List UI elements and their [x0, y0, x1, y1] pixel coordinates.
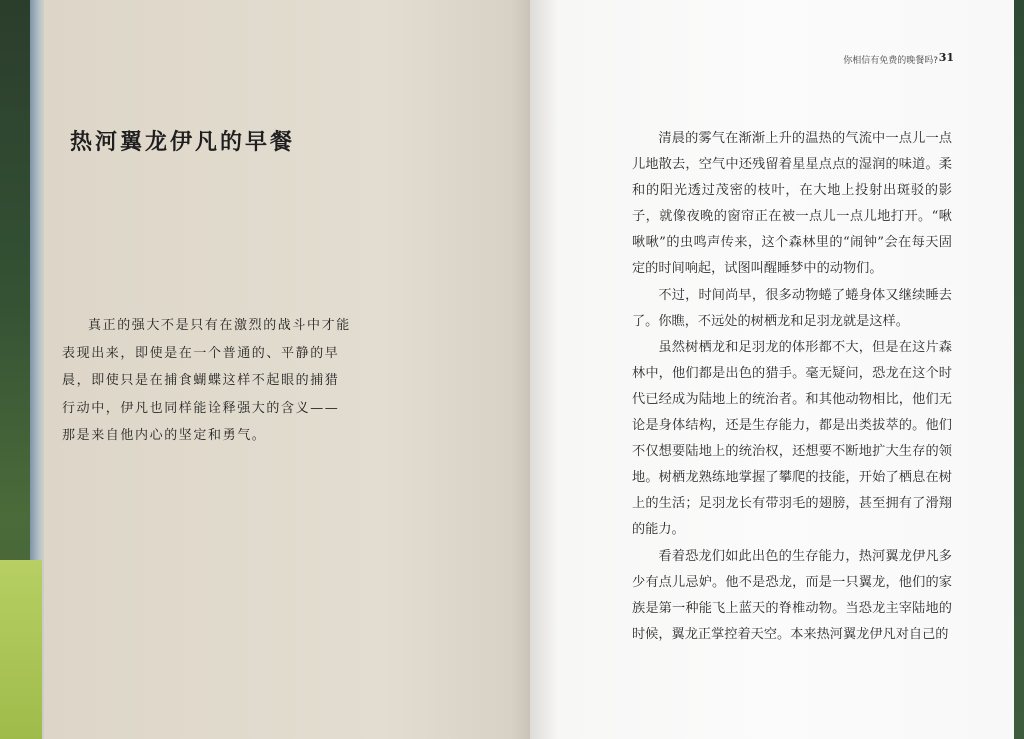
paragraph: 清晨的雾气在渐渐上升的温热的气流中一点儿一点儿地散去，空气中还残留着星星点点的湿润的味道。柔和的阳光透过茂密的枝叶，在大地上投射出斑驳的影子，就像夜晚的窗帘正在被一点儿一点儿地打开。“啾啾啾”的虫鸣声传来，这个森林里的“闹钟”会在每天固定的时间响起，试图叫醒睡梦中的动物们。	[632, 131, 952, 277]
paragraph: 看着恐龙们如此出色的生存能力，热河翼龙伊凡多少有点儿忌妒。他不是恐龙，而是一只翼龙，他们的家族是第一种能飞上蓝天的脊椎动物。当恐龙主宰陆地的时候，翼龙正掌控着天空。本来热河翼龙伊凡对自己的	[632, 548, 952, 642]
book-cover-green-strip	[0, 560, 42, 739]
book-cover-right	[1014, 0, 1024, 739]
body-text	[632, 126, 952, 648]
chapter-title: 热河翼龙伊凡的早餐	[70, 129, 296, 155]
paragraph: 不过，时间尚早，很多动物蜷了蜷身体又继续睡去了。你瞧，不远处的树栖龙和足羽龙就是这样。	[632, 287, 952, 329]
paragraph: 虽然树栖龙和足羽龙的体形都不大，但是在这片森林中，他们都是出色的猎手。毫无疑问，恐龙在这个时代已经成为陆地上的统治者。和其他动物相比，他们无论是身体结构，还是生存能力，都是出类拔萃的。他们不仅想要陆地上的统治权，还想要不断地扩大生存的领地。树栖龙熟练地掌握了攀爬的技能，开始了栖息在树上的生活；足羽龙长有带羽毛的翅膀，甚至拥有了滑翔的能力。	[632, 339, 952, 538]
chapter-epigraph: 真正的强大不是只有在激烈的战斗中才能表现出来，即使是在一个普通的、平静的早晨，即使只是在捕食蝴蝶这样不起眼的捕猎行动中，伊凡也同样能诠释强大的含义——那是来自他内心的坚定和勇气。	[62, 318, 351, 443]
page-number: 31	[938, 51, 954, 64]
running-head: 你相信有免费的晚餐吗?	[843, 56, 938, 66]
